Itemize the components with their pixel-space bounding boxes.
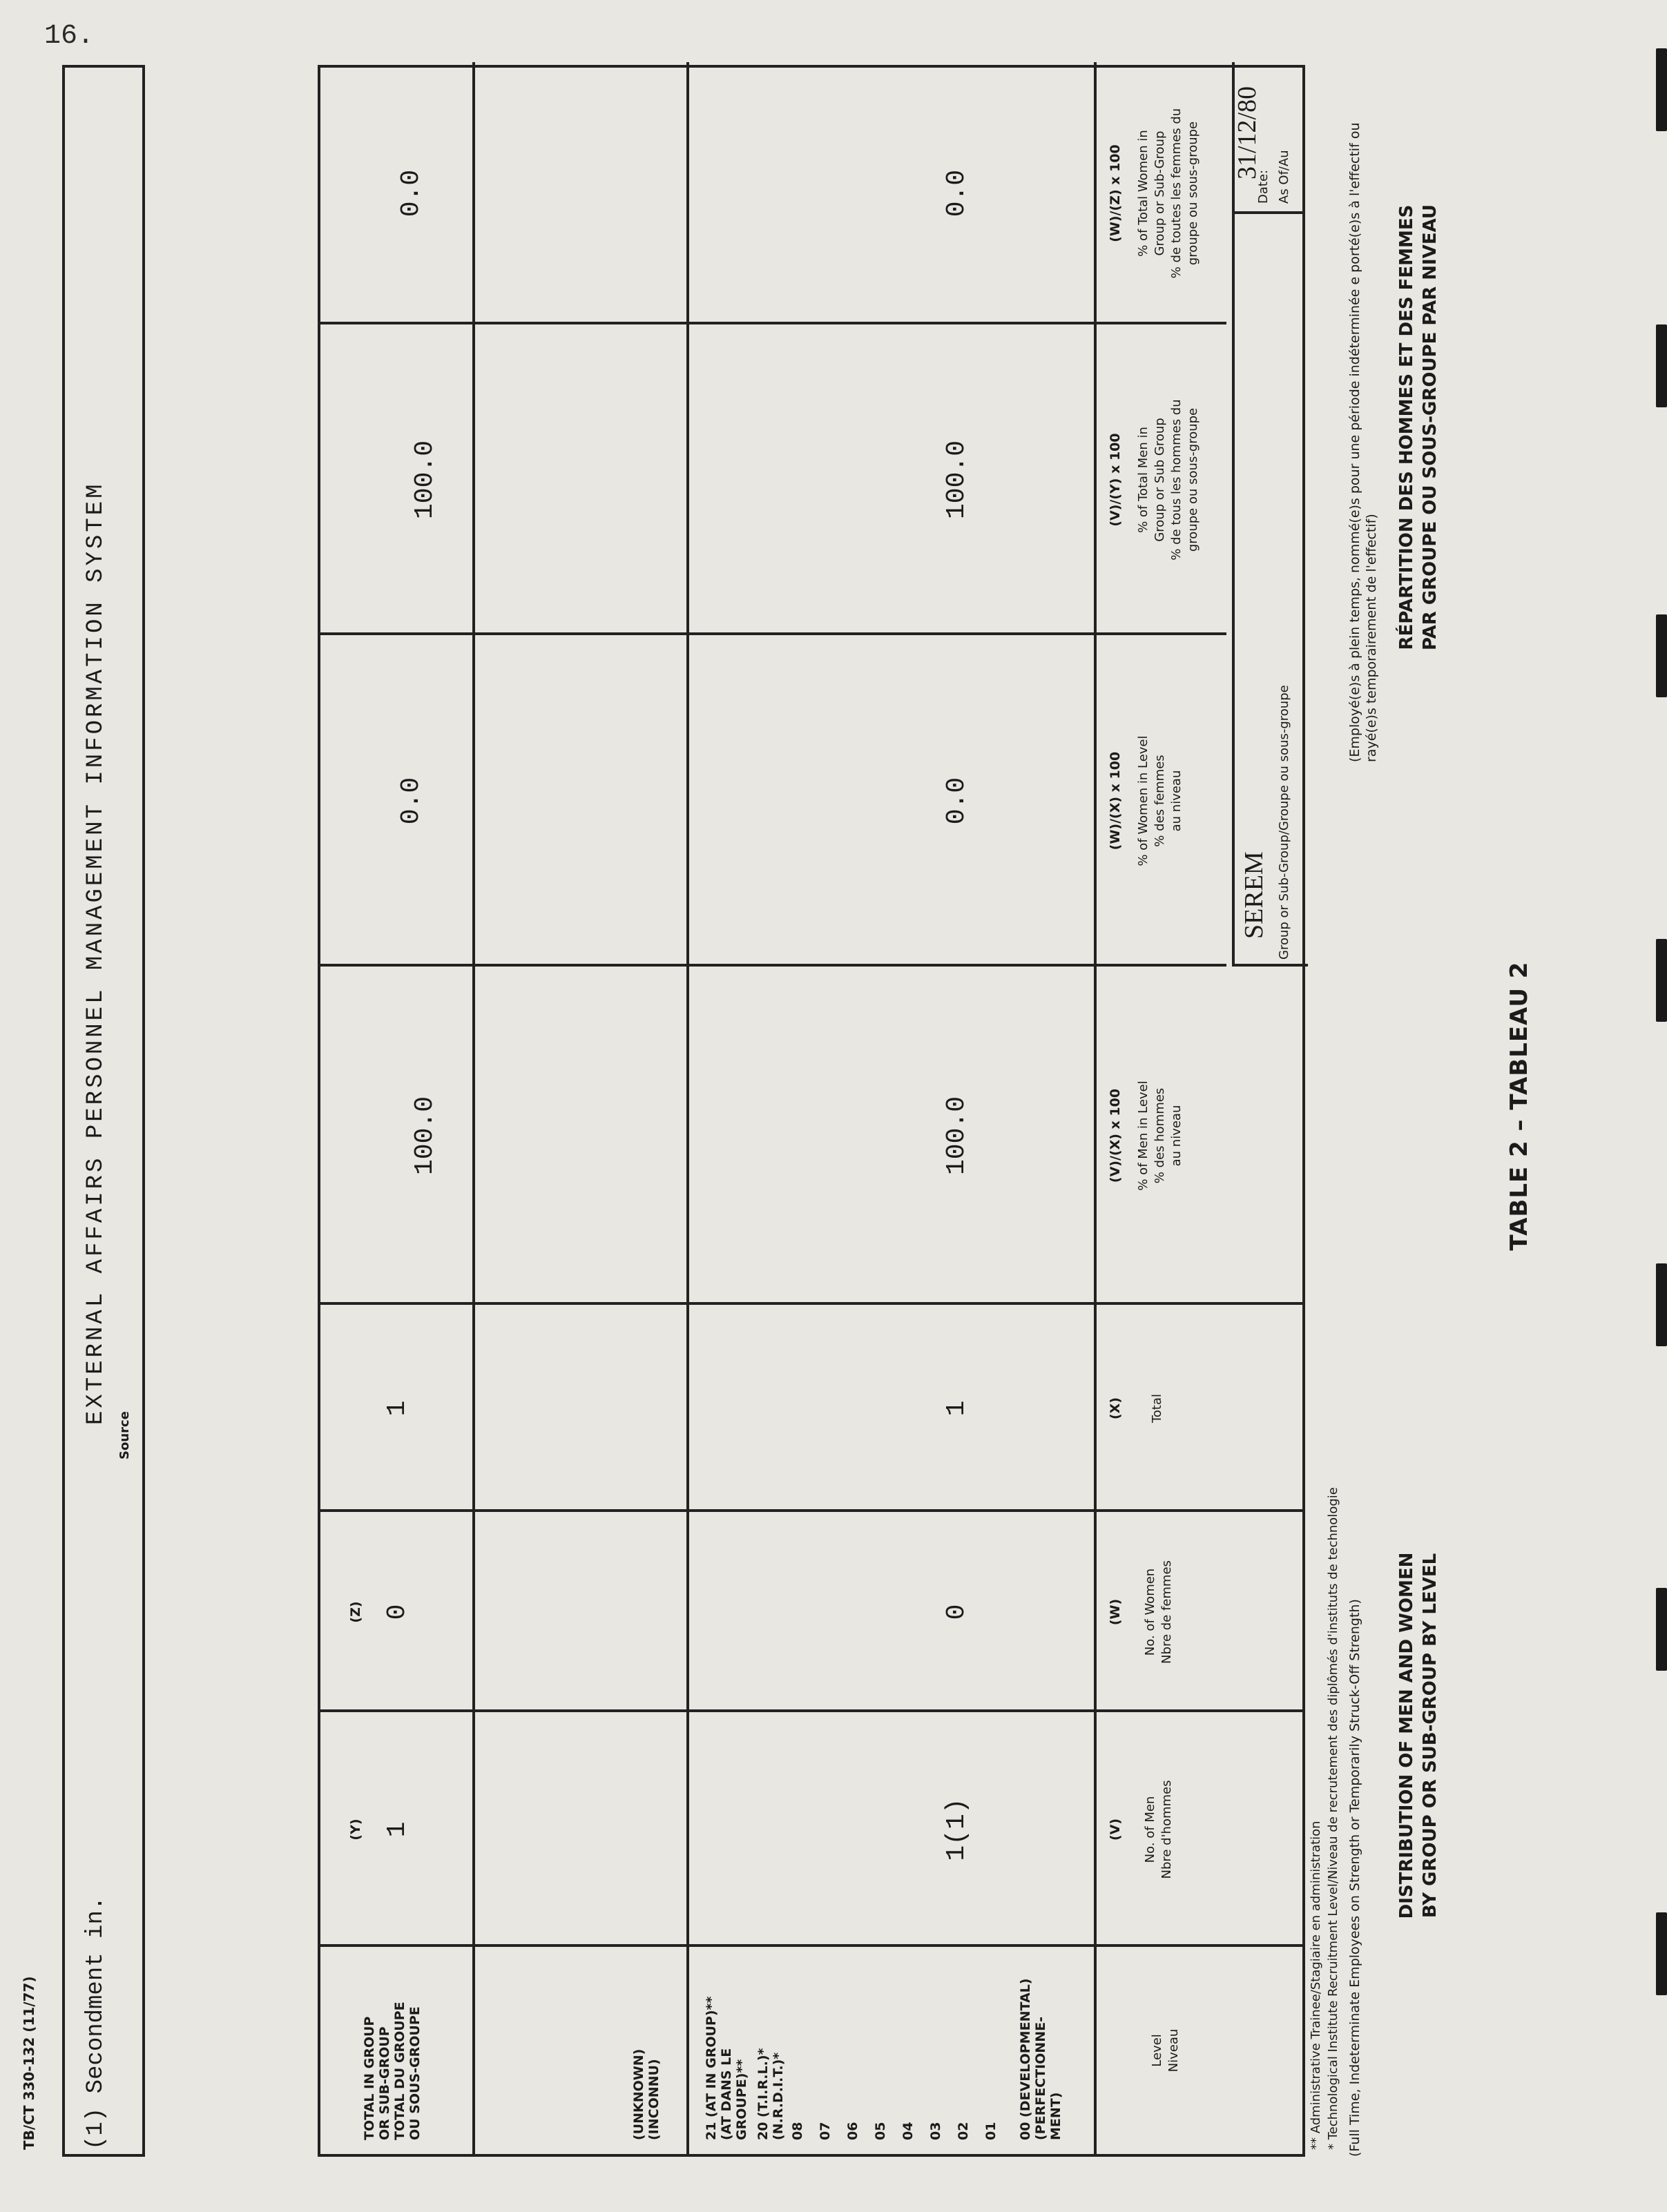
col-header-pct-men-level: % of Men in Level % des hommes au niveau	[1136, 1080, 1184, 1191]
table-title: TABLE 2 – TABLEAU 2	[1505, 961, 1533, 1251]
group-value: SEREM	[1240, 851, 1269, 939]
date-label: Date:	[1256, 169, 1271, 204]
total-women: 0	[383, 1604, 412, 1620]
total-row-label: TOTAL IN GROUP OR SUB-GROUP TOTAL DU GROUPE OU SOUS-GROUPE	[362, 2001, 423, 2140]
col-header-women: No. of Women Nbre de femmes	[1143, 1560, 1174, 1664]
col-header-pct-total-men: % of Total Men in Group or Sub Group % de tous les hommes du groupe ou sous-groupe	[1136, 399, 1200, 561]
cell-men: 1(1)	[942, 1798, 972, 1861]
level-04: 04	[900, 2122, 916, 2140]
level-08: 08	[790, 2122, 805, 2140]
date-value: 31/12/80	[1233, 86, 1262, 180]
heading-english: DISTRIBUTION OF MEN AND WOMEN BY GROUP OR SUB-GROUP BY LEVEL	[1396, 1552, 1440, 1919]
level-02: 02	[956, 2122, 971, 2140]
level-05: 05	[873, 2122, 888, 2140]
total-men: 1	[383, 1821, 412, 1838]
cell-pct-women-level: 0.0	[942, 777, 972, 825]
col-header-level: Level Niveau	[1150, 2028, 1181, 2073]
distribution-table: Group or Sub-Group/Groupe ou sous-groupe SEREM As Of/Au Date: 31/12/80 Level Niveau No. of Men Nbre d'hommes (V) No. of Women Nbre de femmes (W) Total (X) % of Men in Level % des hommes au niveau (V)/(X) x 100 % of Women in Level % des femmes au niveau (W)/(X) x 100 % of Total Men in Group or Sub Group % de tous les hommes du groupe ou sous-groupe (V)/(Y) x 100 % of Total Women in Group or Sub-Group % de toutes les femmes du groupe ou sous-groupe (W)/(Z) x 100 00 (DEVELOPMENTAL) (PERFECTIONNE- MENT) 01 02 03 04 05 06 07 08 20 (T.I.R.L.)* (N.R.D.I.T.)* 21 (AT IN GROUP)** (AT DANS LE GROUPE)** (UNKNOWN) (INCONNU) 1(1) 0 1 100.0 0.0 100.0 0.0 TOTAL IN GROUP OR SUB-GROUP TOTAL DU GROUPE OU SOUS-GROUPE 1 (Y) 0 (Z) 1 100.0 0.0 100.0 0.0	[318, 65, 1305, 2157]
col-header-pct-women-level: % of Women in Level % des femmes au niveau	[1136, 735, 1184, 866]
source-label: Source	[117, 1411, 132, 1459]
total-pct-total-men: 100.0	[410, 440, 440, 520]
col-header-men: No. of Men Nbre d'hommes	[1143, 1780, 1174, 1879]
group-label: Group or Sub-Group/Groupe ou sous-groupe	[1277, 685, 1291, 960]
secondment-note: (1) Secondment in.	[83, 1896, 109, 2150]
level-20: 20 (T.I.R.L.)* (N.R.D.I.T.)*	[755, 2048, 786, 2140]
level-03: 03	[928, 2122, 943, 2140]
level-01: 01	[983, 2122, 999, 2140]
level-unknown: (UNKNOWN) (INCONNU)	[631, 2048, 662, 2140]
cell-total: 1	[942, 1400, 972, 1417]
footnote-1: * Technological Institute Recruitment Level/Niveau de recrutement des diplômés d'instituts de technologie	[1326, 1487, 1340, 2150]
cell-pct-total-women: 0.0	[942, 169, 972, 217]
level-06: 06	[845, 2122, 860, 2140]
col-header-pct-total-women: % of Total Women in Group or Sub-Group % de toutes les femmes du groupe ou sous-groupe	[1136, 108, 1200, 279]
level-21: 21 (AT IN GROUP)** (AT DANS LE GROUPE)**	[704, 1996, 749, 2140]
note-french: (Employé(e)s à plein temps, nommé(e)s pour une période indéterminée e porté(e)s à l'effectif ou rayé(e)s temporairement de l'effectif)	[1347, 122, 1379, 762]
cell-pct-men-level: 100.0	[942, 1096, 972, 1176]
total-pct-women-level: 0.0	[396, 777, 426, 825]
asof-label: As Of/Au	[1277, 150, 1291, 204]
total-total: 1	[383, 1400, 412, 1417]
heading-french: RÉPARTITION DES HOMMES ET DES FEMMES PAR GROUPE OU SOUS-GROUPE PAR NIVEAU	[1396, 204, 1440, 651]
level-00: 00 (DEVELOPMENTAL) (PERFECTIONNE- MENT)	[1018, 1978, 1063, 2140]
cell-pct-total-men: 100.0	[942, 440, 972, 520]
col-header-total: Total	[1150, 1393, 1164, 1424]
cell-women: 0	[942, 1604, 972, 1620]
level-07: 07	[818, 2122, 833, 2140]
note-english: (Full Time, Indeterminate Employees on Strength or Temporarily Struck-Off Strength)	[1347, 1599, 1362, 2157]
total-pct-men-level: 100.0	[410, 1096, 440, 1176]
total-pct-total-women: 0.0	[396, 169, 426, 217]
page-number: 16.	[44, 21, 95, 52]
form-reference: TB/CT 330-132 (11/77)	[21, 1976, 37, 2150]
source-value: EXTERNAL AFFAIRS PERSONNEL MANAGEMENT INFORMATION SYSTEM	[83, 481, 109, 1425]
footnote-2: ** Administrative Trainee/Stagiaire en administration	[1309, 1821, 1323, 2150]
